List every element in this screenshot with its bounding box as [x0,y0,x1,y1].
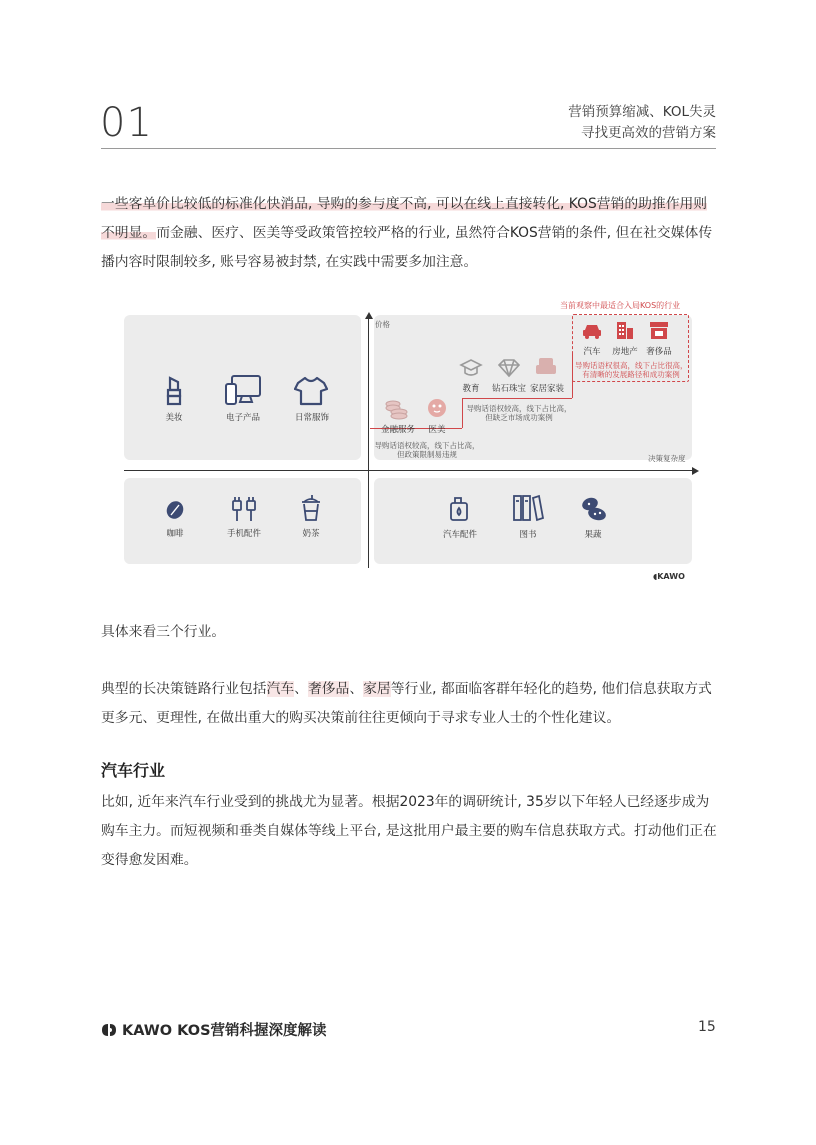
y-axis-arrow [365,312,373,319]
step-line-riser-2 [572,353,573,398]
y-axis-label: 价格 [375,320,390,329]
x-axis [124,470,694,471]
coffee-bean-icon [164,499,186,521]
label-electronics: 电子产品 [225,413,260,423]
label-aesthetics: 医美 [428,425,446,435]
label-jewelry: 钻石珠宝 [491,384,526,394]
page-number: 15 [698,1019,716,1035]
note-low-line2: 但政策限制易违规 [397,450,457,459]
paragraph-auto-industry: 比如, 近年来汽车行业受到的挑战尤为显著。根据2023年的调研统计, 35岁以下年轻人已经逐步成为购车主力。而短视频和垂类自媒体等线上平台, 是这批用户最主要的购车信息获取方式。打动他们正在变得愈发困难。 [101,794,717,868]
label-coffee: 咖啡 [166,529,184,539]
industry-quadrant-figure [120,298,700,586]
label-real-estate: 房地产 [612,347,638,357]
graduation-cap-icon [459,358,483,378]
x-axis-arrow [692,467,699,475]
footer-brand-text: KAWO KOS营销科握深度解读 [122,1023,327,1039]
face-mask-icon [426,397,448,419]
lipstick-icon [160,374,188,406]
label-apparel: 日常服饰 [294,413,329,423]
label-car: 汽车 [583,347,601,357]
note-mid-line1: 导购话语权较高，线下占比高， [466,404,572,413]
x-axis-label: 决策复杂度 [648,454,686,463]
label-beauty: 美妆 [165,413,183,423]
intro-highlight: 一些客单价比较低的标准化快消品, 导购的参与度不高, 可以在线上直接转化, KOS营销的助推作用则不明显。 [101,196,708,241]
hl-car: 汽车 [266,681,295,697]
label-finance: 金融服务 [380,425,415,435]
section-title-auto: 汽车行业 [101,761,166,780]
y-axis [368,318,369,568]
diamond-icon [497,358,521,378]
armchair-icon [534,356,558,378]
kawo-logo-icon [101,1023,117,1037]
label-car-accessories: 汽车配件 [442,530,477,540]
label-phone-accessories: 手机配件 [226,529,261,539]
coins-icon [384,398,410,420]
electronics-icon [224,374,262,406]
charger-icon [230,495,258,523]
shop-icon [648,320,670,340]
paragraph-long-decision [101,675,719,733]
figure-brand [653,572,685,581]
label-books: 图书 [519,530,537,540]
footer-brand [101,1019,327,1040]
chapter-number: 01 [100,100,153,146]
hl-luxury: 奢侈品 [307,681,350,697]
note-high-line2: 有清晰的发展路径和成功案例 [582,370,680,379]
oil-bottle-icon [448,494,470,522]
figure-brand-text: KAWO [657,572,685,581]
para3-sep2: 、 [349,681,364,697]
label-produce: 果蔬 [584,530,602,540]
produce-icon [580,496,608,522]
intro-rest: 而金融、医疗、医美等受政策管控较严格的行业, 虽然符合KOS营销的条件, 但在社交媒体传播内容时限制较多, 账号容易被封禁, 在实践中需要多加注意。 [101,225,713,270]
books-icon [512,494,544,522]
para3-sep1: 、 [294,681,308,697]
label-education: 教育 [462,384,480,394]
header-title-line2: 寻找更高效的营销方案 [581,125,716,141]
tshirt-icon [294,376,328,406]
building-icon [615,320,635,340]
milk-tea-icon [300,494,322,522]
label-home: 家居家装 [529,384,564,394]
note-mid-line2: 但缺乏市场成功案例 [485,413,553,422]
intro-paragraph [101,190,719,277]
hl-home: 家居 [363,681,391,697]
header-titles [568,102,716,144]
kawo-logo-icon: ◖ [653,572,658,581]
para3-pre: 典型的长决策链路行业包括 [101,681,267,697]
header-title-line1: 营销预算缩减、KOL失灵 [568,104,716,120]
car-icon [581,322,603,340]
label-milk-tea: 奶茶 [302,529,320,539]
highlight-title: 当前观察中最适合入局KOS的行业 [560,301,681,310]
header-divider [101,148,716,149]
label-luxury: 奢侈品 [646,347,672,357]
note-high-line1: 导购话语权很高，线下占比很高， [575,361,688,370]
step-line-mid [462,398,572,399]
step-line-riser-1 [462,398,463,428]
paragraph-three-industries: 具体来看三个行业。 [101,624,226,640]
note-low-line1: 导购话语权较高，线下占比高， [374,441,480,450]
para3-post: 等行业, 都面临客群年轻化的趋势, 他们信息获取方式更多元、更理性, 在做出重大的购买决策前往往更倾向于寻求专业人士的个性化建议。 [101,681,712,726]
